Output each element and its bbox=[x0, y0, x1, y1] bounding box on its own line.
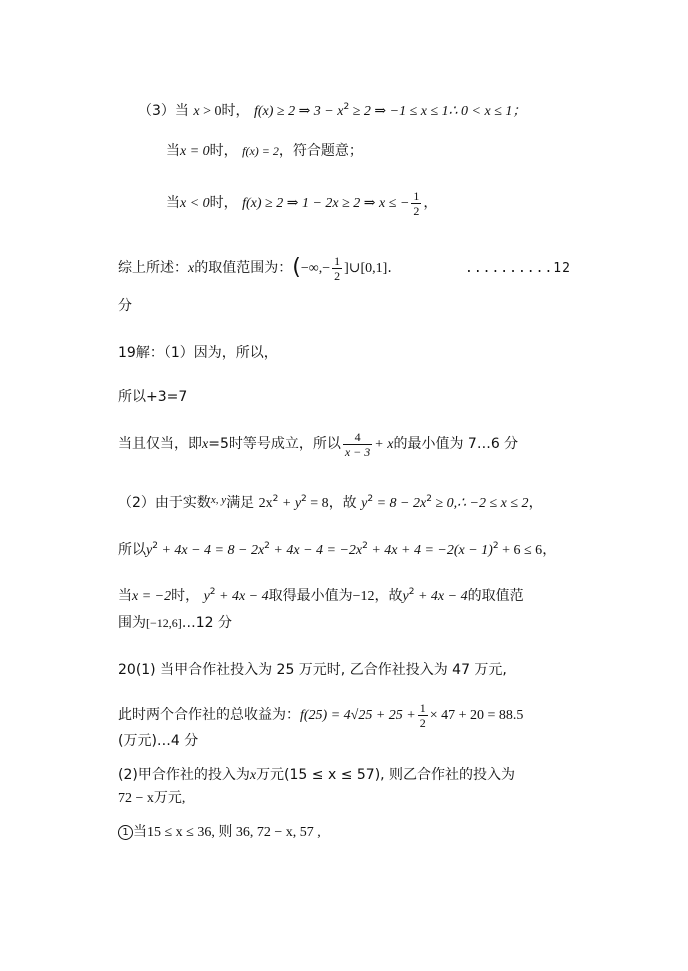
q20-line3: (万元)…4 分 bbox=[118, 733, 199, 749]
summary-line: 综上所述：x的取值范围为：(−∞,− $\frac{1}{2}$ ]∪[0,1]. bbox=[118, 253, 392, 283]
q20-line5: 72 − x万元, bbox=[118, 791, 186, 806]
fraction-4-over-x-minus-3: $\frac{4}{x - 3}$ bbox=[344, 429, 371, 459]
q19-line3: 当且仅当，即x=5时等号成立，所以 $\frac{4}{x - 3}$ + x的最小值为 7…6 分 bbox=[118, 429, 519, 459]
fraction-half: $\frac{1}{2}$ bbox=[334, 253, 341, 283]
fraction-half: $\frac{1}{2}$ bbox=[419, 700, 426, 730]
q20-line6: 1 当15 ≤ x ≤ 36, 则 36, 72 − x, 57 , bbox=[118, 822, 321, 843]
part3-line3: 当x < 0时， f(x) ≥ 2 ⇒ 1 − 2x ≥ 2 ⇒ x ≤ − $\frac{1}{2}$ ， bbox=[166, 188, 438, 218]
q19-line2: 所以+3=7 bbox=[118, 389, 188, 405]
q20-line1: 20(1) 当甲合作社投入为 25 万元时, 乙合作社投入为 47 万元, bbox=[118, 662, 507, 678]
q20-line2: 此时两个合作社的总收益为：f(25) = 4√25 + 25 + $\frac{1}{2}$ × 47 + 20 = 88.5 bbox=[118, 700, 524, 730]
q19-part2-line1: （2）由于实数$^{x, y}$满足 $2x^2 + y^2 = 8$，故 $y^2 = 8 - 2x^2$ ≥ 0,∴ −2 ≤ x ≤ 2， bbox=[118, 494, 543, 511]
part3-line2: 当x = 0时， f(x) = 2，符合题意； bbox=[166, 143, 363, 159]
q19-line1: 19解：（1）因为，所以， bbox=[118, 345, 278, 361]
q20-line4: (2)甲合作社的投入为x万元(15 ≤ x ≤ 57), 则乙合作社的投入为 bbox=[118, 767, 516, 783]
q19-part2-line2: 所以$y^2 + 4x - 4 = 8 - 2x^2 + 4x - 4 = -2x^2 + 4x + 4 = -2(x - 1)^2 + 6 \le 6$， bbox=[118, 541, 557, 558]
q19-part2-line3: 当x = −2时， $y^2 + 4x - 4$取得最小值为−12，故$y^2 + 4x - 4$的取值范 bbox=[118, 587, 524, 604]
score-fen: 分 bbox=[118, 298, 132, 314]
part3-line1: （3）当 x > 0时， f(x) ≥ 2 ⇒ $3 - x^2 \ge 2$ ⇒ −1 ≤ x ≤ 1∴ 0 < x ≤ 1； bbox=[138, 102, 527, 119]
fraction-half: $\frac{1}{2}$ bbox=[413, 188, 420, 218]
circled-one-icon: 1 bbox=[118, 825, 133, 840]
score-dots: ..........12 bbox=[465, 261, 571, 276]
q19-part2-line4: 围为[−12,6]…12 分 bbox=[118, 615, 233, 631]
